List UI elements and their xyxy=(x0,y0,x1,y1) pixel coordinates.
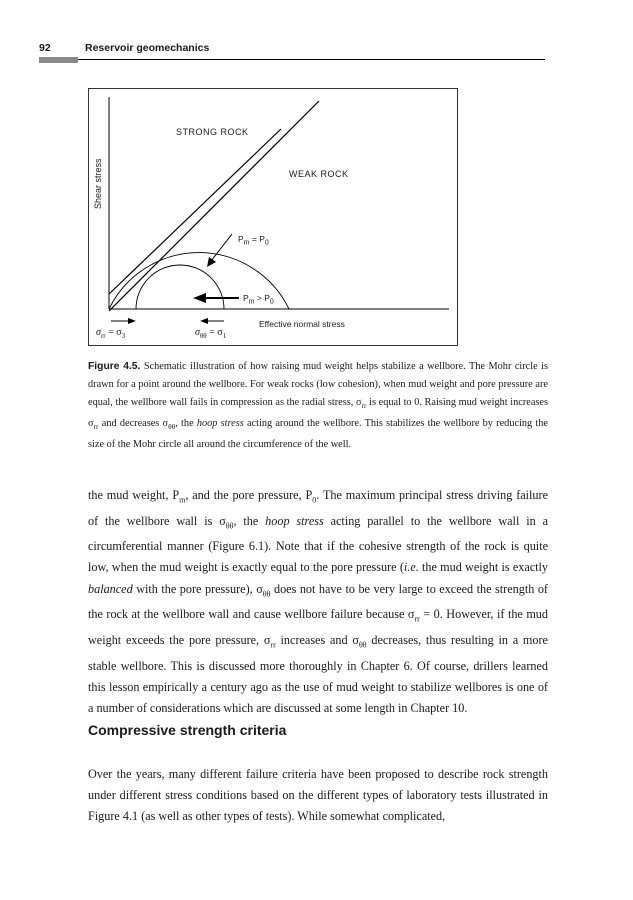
strong-rock-envelope xyxy=(109,129,281,294)
label-x-axis: Effective normal stress xyxy=(259,319,345,329)
label-sigma-rr: $\sigma_{rr} = \sigma_3$ xyxy=(96,327,126,340)
label-sigma-theta: $\sigma_{\theta\theta} = \sigma_1$ xyxy=(195,327,227,340)
arrow-pm-gt-head xyxy=(193,293,206,303)
figure-caption: Figure 4.5. Schematic illustration of how raising mud weight helps stabilize a wellbore. The Mohr circle is drawn for a point around the wellbore. For weak rocks (low cohesion), when mud weight and pore pressure are equal, the wellbore wall fails in compression as the radial stress, $\sigma_{rr}$ is equal to 0. Raising mud weight increases $\sigma_{rr}$ and decreases $\sigma_{\theta\theta}$, the hoop stress acting around the wellbore. This stabilizes the wellbore by reducing the size of the Mohr circle all around the circumference of the well. xyxy=(88,361,549,451)
label-pm-equals-p0: $P_m = P_0$ xyxy=(238,234,269,247)
caption-label: Figure 4.5. xyxy=(88,361,141,372)
sigma-rr-arrow-head xyxy=(128,318,136,324)
page-header xyxy=(39,42,545,68)
header-gray-bar xyxy=(39,57,78,63)
arrow-pm-eq-head xyxy=(207,257,216,267)
label-strong-rock: STRONG ROCK xyxy=(176,127,249,137)
figure-drawing xyxy=(89,89,457,345)
section-heading: Compressive strength criteria xyxy=(88,722,287,738)
label-y-axis: Shear stress xyxy=(93,158,103,209)
page-number: 92 xyxy=(39,42,51,54)
label-pm-greater-p0: $P_m > P_0$ xyxy=(243,293,274,306)
sigma-tt-arrow-head xyxy=(200,318,208,324)
body-paragraph-1: the mud weight, $P_m$, and the pore pressure, $P_0$. The maximum principal stress driving failure of the wellbore wall is $\sigma_{\theta\theta}$, the hoop stress acting parallel to the wellbore wall in a circumferential manner (Figure 6.1). Note that if the cohesive strength of the rock is quite low, when the mud weight is exactly equal to the pore pressure (i.e. the mud weight is exactly balanced with the pore pressure), $\sigma_{\theta\theta}$ does not have to be very large to exceed the strength of the rock at the wellbore wall and cause wellbore failure because $\sigma_{rr} = 0$. However, if the mud weight exceeds the pore pressure, $\sigma_{rr}$ increases and $\sigma_{\theta\theta}$ decreases, thus resulting in a more stable wellbore. This is discussed more thoroughly in Chapter 6. Of course, drillers learned this lesson empirically a century ago as the use of mud weight to stabilize wellbores is one of a number of considerations which are discussed at some length in Chapter 10. xyxy=(88,488,549,716)
running-title: Reservoir geomechanics xyxy=(85,42,210,54)
label-weak-rock: WEAK ROCK xyxy=(289,169,349,179)
body-paragraph-2: Over the years, many different failure criteria have been proposed to describe rock strength under different stress conditions based on the different types of laboratory tests illustrated in Figure 4.1 (as well as other types of tests). While somewhat complicated, xyxy=(88,767,548,824)
mohr-circle-figure xyxy=(88,88,458,346)
header-rule xyxy=(78,59,545,60)
